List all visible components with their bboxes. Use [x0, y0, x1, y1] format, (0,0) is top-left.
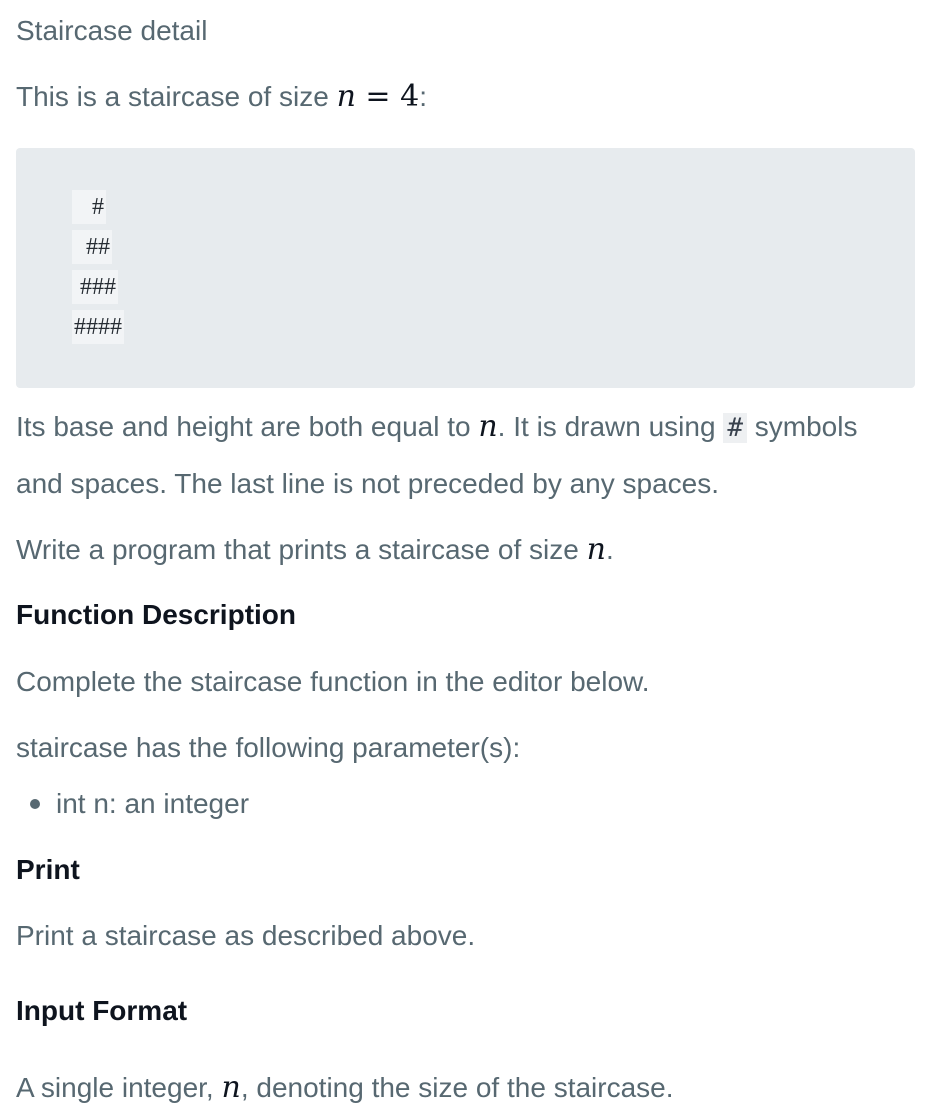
staircase-line-4: ####	[72, 310, 124, 344]
input-format-heading	[16, 993, 187, 1029]
bullet-icon	[30, 799, 40, 809]
param-item	[56, 786, 249, 822]
input-format-suffix: , denoting the size of the staircase.	[240, 1072, 674, 1103]
intro-line	[16, 79, 427, 115]
intro-suffix: :	[419, 81, 427, 112]
hash-code-inline: #	[723, 413, 747, 443]
intro-prefix: This is a staircase of size	[16, 81, 337, 112]
description-line-2	[16, 466, 719, 502]
print-heading	[16, 852, 80, 888]
math-n: n	[586, 532, 606, 567]
print-text	[16, 918, 475, 954]
param-item-text: int n: an integer	[56, 788, 250, 819]
function-description-body: Complete the staircase function in the editor below.	[16, 666, 650, 697]
description-text-b: . It is drawn using	[497, 411, 724, 442]
params-intro-text: staircase has the following parameter(s):	[16, 732, 521, 763]
page-title-text: Staircase detail	[16, 15, 208, 46]
function-description-text	[16, 664, 649, 700]
input-format-heading-text: Input Format	[16, 995, 188, 1026]
task-suffix: .	[605, 534, 614, 565]
staircase-line-3: ###	[72, 270, 118, 304]
task-line	[16, 532, 614, 568]
input-format-text	[16, 1070, 674, 1106]
math-n: n	[221, 1070, 241, 1105]
function-description-heading-text: Function Description	[16, 599, 296, 630]
print-heading-text: Print	[16, 854, 80, 885]
math-n: n	[478, 409, 498, 444]
staircase-example-block	[16, 148, 915, 388]
input-format-prefix: A single integer,	[16, 1072, 222, 1103]
description-text-line-2: and spaces. The last line is not preceded by any spaces.	[16, 468, 720, 499]
params-intro	[16, 730, 520, 766]
description-text-a: Its base and height are both equal to	[16, 411, 479, 442]
staircase-line-1: #	[72, 190, 106, 224]
print-body: Print a staircase as described above.	[16, 920, 476, 951]
description-text-c: symbols	[746, 411, 858, 442]
description-line-1	[16, 409, 857, 446]
task-prefix: Write a program that prints a staircase of size	[16, 534, 587, 565]
math-n: n	[336, 79, 356, 114]
function-description-heading	[16, 597, 296, 633]
math-equals-4: = 4	[355, 79, 420, 114]
staircase-line-2: ##	[72, 230, 112, 264]
page-title	[16, 13, 207, 49]
